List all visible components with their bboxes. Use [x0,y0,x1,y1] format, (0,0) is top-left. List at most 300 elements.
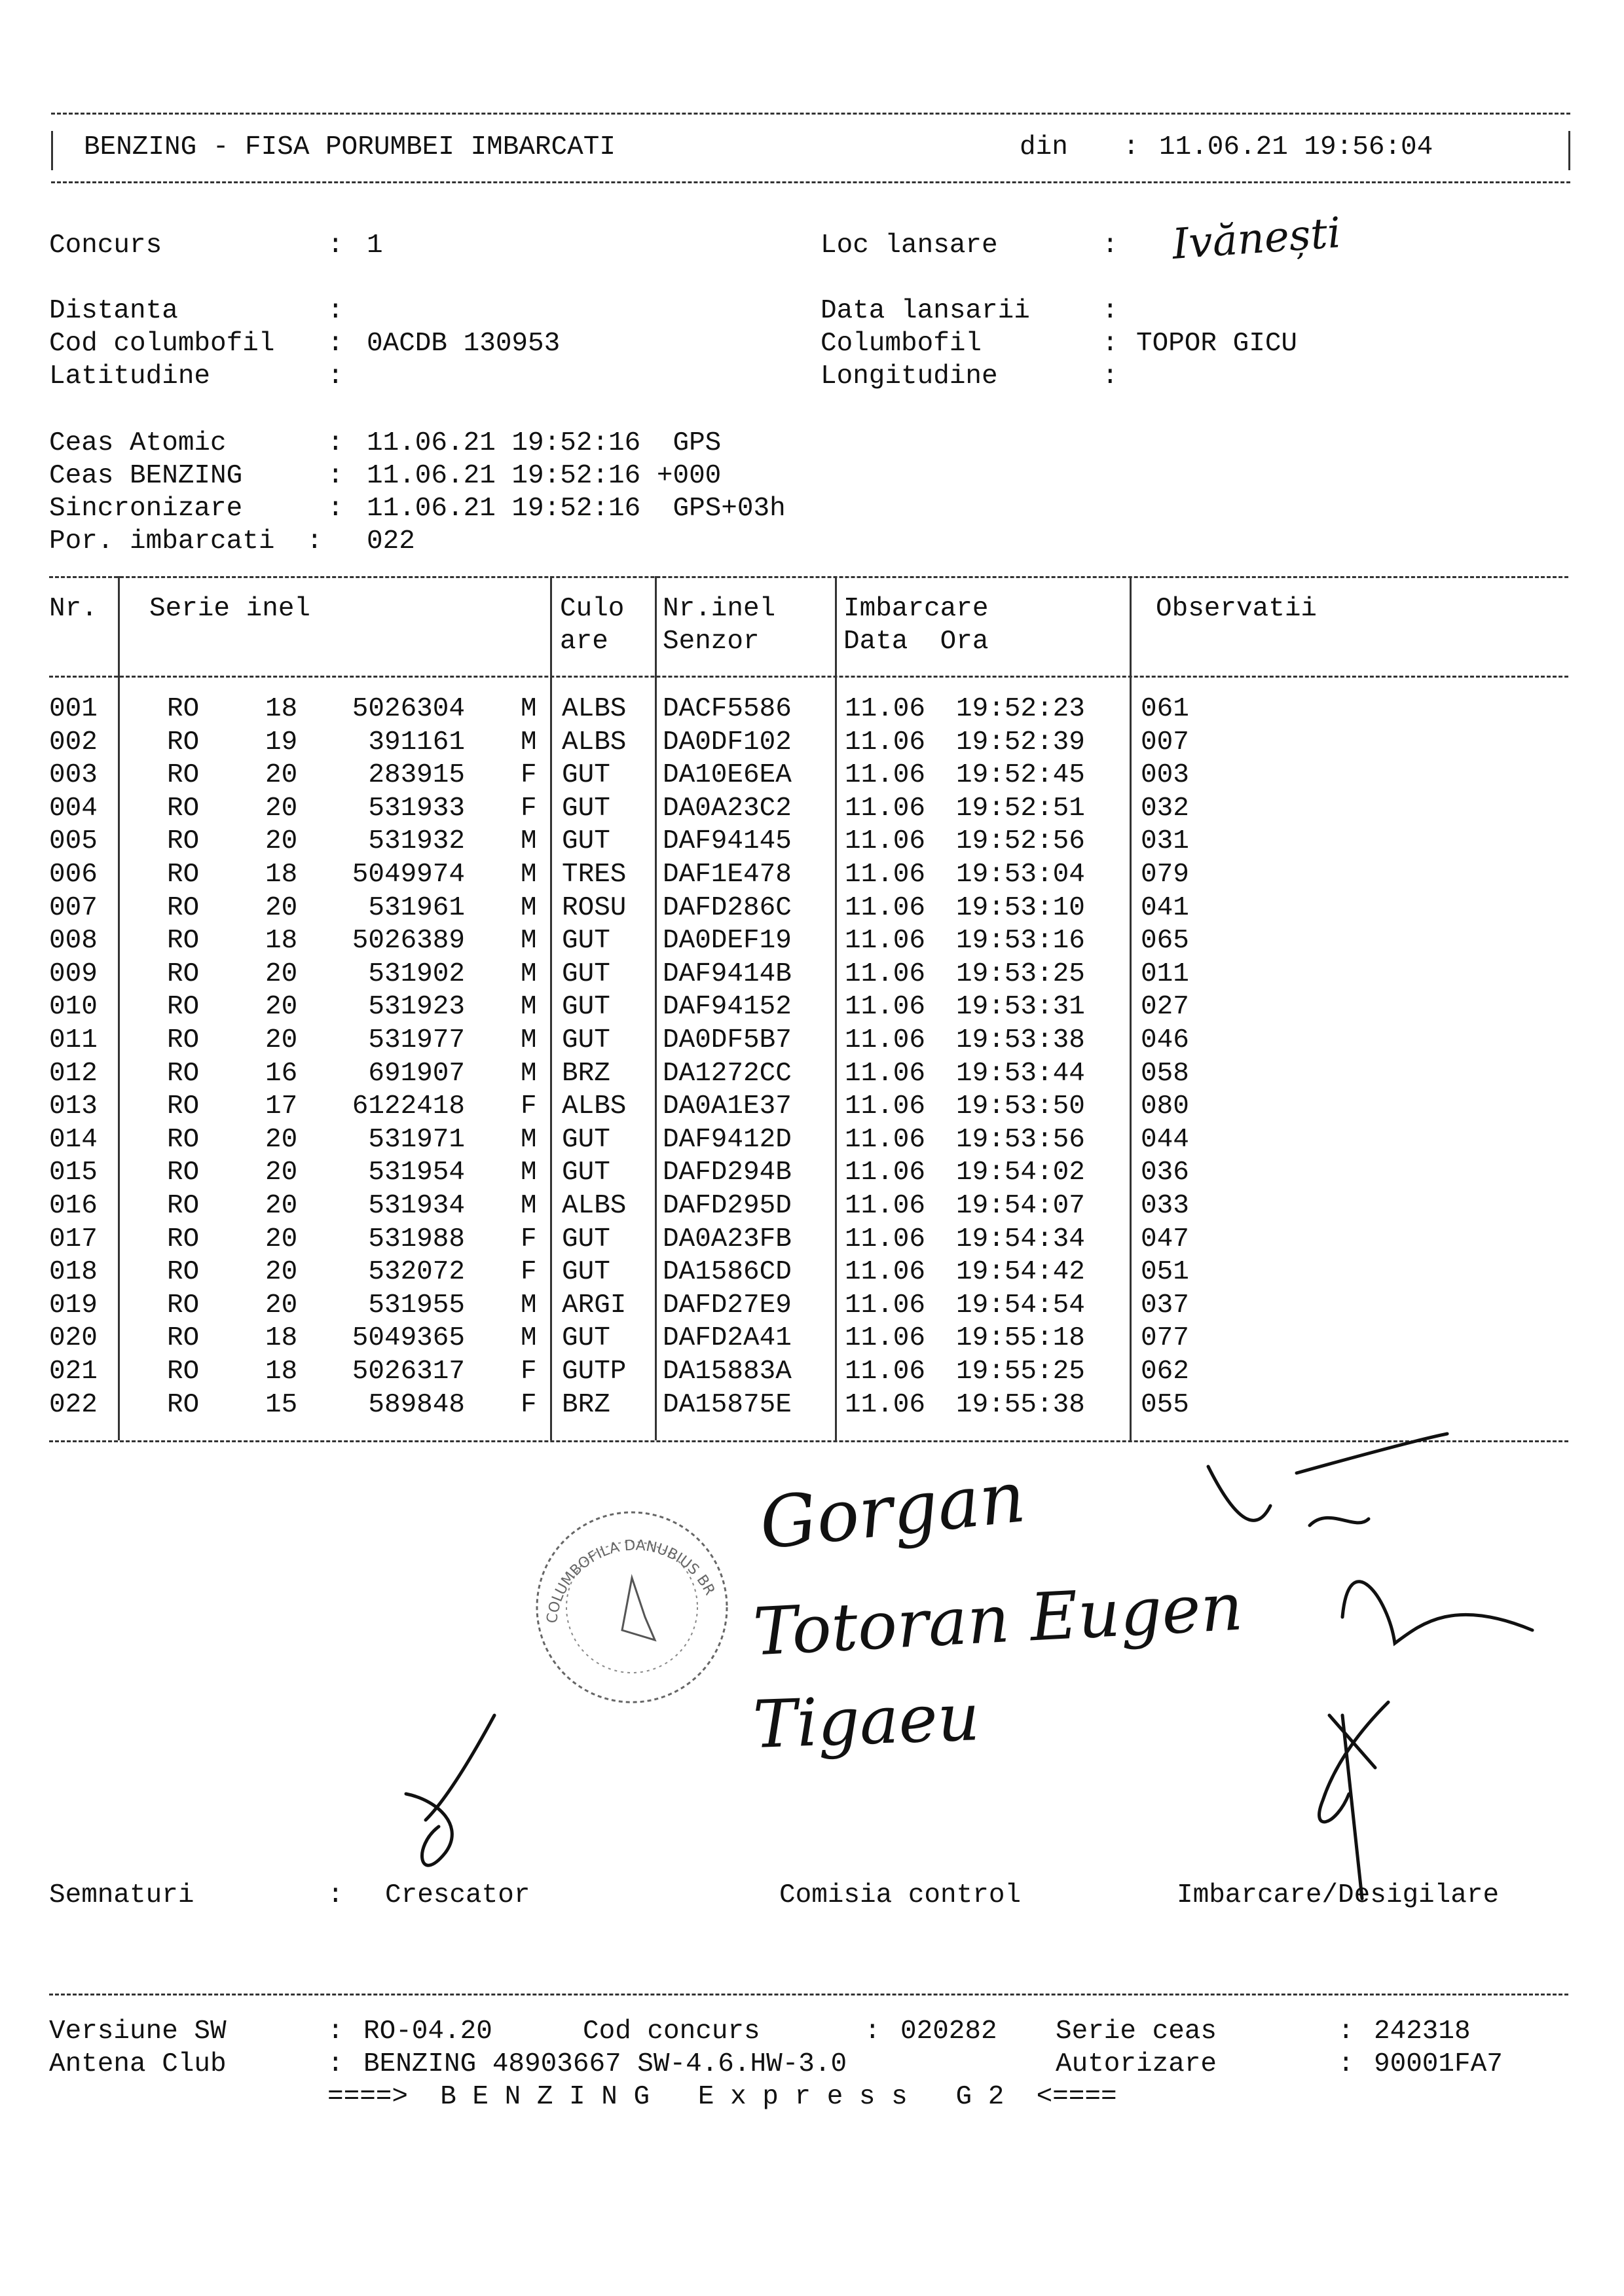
sincronizare-value: 11.06.21 19:52:16 GPS+03h [367,494,786,524]
cell-data: 11.06 [845,1357,926,1387]
cell-data: 11.06 [845,826,926,857]
signature-2: Totoran Eugen [751,1568,1245,1671]
cell-obs: 046 [1141,1025,1189,1055]
cell-senzor: DA0A23C2 [663,793,792,824]
cell-serie: 391161 [368,727,465,757]
cell-sex: F [521,1091,537,1122]
autorizare-label: Autorizare [1056,2049,1217,2079]
th-culoare-1: Culo [560,594,625,624]
scribble-stroke [1208,1467,1270,1520]
table-row [0,958,1624,991]
cell-senzor: DA0DF5B7 [663,1025,792,1055]
cell-sex: M [521,694,537,724]
cell-data: 11.06 [845,892,926,923]
cell-an: 17 [265,1091,298,1122]
cell-culoare: GUT [562,1257,610,1288]
cell-senzor: DAF94145 [663,826,792,857]
cell-nr: 016 [49,1191,98,1221]
cell-ora: 19:53:10 [956,892,1085,923]
cell-tara: RO [167,694,200,724]
cell-tara: RO [167,1025,200,1055]
cell-serie: 5026317 [352,1357,465,1387]
table-row [0,759,1624,792]
cell-culoare: ALBS [562,694,627,724]
cell-senzor: DA0A1E37 [663,1091,792,1122]
cell-ora: 19:53:38 [956,1025,1085,1055]
cell-culoare: ALBS [562,1091,627,1122]
cell-data: 11.06 [845,926,926,957]
cell-serie: 691907 [368,1058,465,1089]
cell-sex: M [521,860,537,890]
cell-obs: 031 [1141,826,1189,857]
loc-lansare-value: Ivănești [1170,209,1342,269]
cell-obs: 055 [1141,1389,1189,1420]
cell-data: 11.06 [845,694,926,724]
cell-ora: 19:52:23 [956,694,1085,724]
cell-senzor: DA15875E [663,1389,792,1420]
cell-senzor: DAF94152 [663,992,792,1023]
cell-serie: 5049365 [352,1323,465,1354]
cell-data: 11.06 [845,1058,926,1089]
cell-an: 20 [265,1157,298,1188]
cell-obs: 080 [1141,1091,1189,1122]
cell-sex: F [521,1389,537,1420]
cell-nr: 019 [49,1290,98,1321]
ceas-benzing-value: 11.06.21 19:52:16 +000 [367,461,722,491]
cell-nr: 002 [49,727,98,757]
cell-culoare: ALBS [562,1191,627,1221]
cell-sex: M [521,1290,537,1321]
cell-sex: F [521,793,537,824]
cell-senzor: DAFD294B [663,1157,792,1188]
table-row [0,1190,1624,1222]
cod-concurs-value: 020282 [900,2016,997,2047]
cell-ora: 19:53:25 [956,958,1085,989]
cell-sex: M [521,1191,537,1221]
cell-obs: 037 [1141,1290,1189,1321]
cell-data: 11.06 [845,860,926,890]
cell-senzor: DA1272CC [663,1058,792,1089]
th-nr-inel-2: Senzor [663,627,760,657]
cell-senzor: DA1586CD [663,1257,792,1288]
cell-nr: 022 [49,1389,98,1420]
table-row [0,1223,1624,1256]
cell-culoare: GUT [562,1025,610,1055]
th-nr: Nr. [49,594,98,624]
cell-ora: 19:52:39 [956,727,1085,757]
table-row [0,924,1624,957]
cell-sex: M [521,1323,537,1354]
page: BENZING - FISA PORUMBEI IMBARCATI din : 11.06.21 19:56:04 Concurs : 1 Loc lansare : Ivănești Distanta : Data lansarii : Cod columbofil : 0ACDB 130953 Columbofil : TOPOR GICU Latitudine : Longitudine : Ceas Atomic : 11.06.21 19:52:16 GPS Ceas BENZING : 11.06.21 19:52:16 +000 Sincronizare : 11.06.21 19:52:16 GPS+03h Por. imbarcati : 022 Nr. Serie inel Culo are Nr.inel Senzor Imbarcare Data Ora Observatii 001 RO 18 5026304 M ALBS DACF5586 11.06 19:52:23 061 002 RO 19 391161 M ALBS DA0DF102 11.06 19:52:39 007 003 RO 20 283915 F GUT DA10E6EA 11.06 19:52:45 003 004 RO 20 531933 F GUT DA0A23C2 11.06 19:52:51 032 005 RO 20 531932 M GUT DAF94145 11.06 19:52:56 031 006 RO 18 5049974 M TRES DAF1E478 11.06 19:53:04 079 007 RO 20 531961 M ROSU DAFD286C 11.06 19:53:10 041 008 RO 18 5026389 M GUT DA0DEF19 11.06 19:53:16 065 009 RO 20 531902 M GUT DAF9414B 11.06 19:53:25 011 010 RO 20 531923 M GUT DAF94152 11.06 19:53:31 027 011 RO 20 531977 M GUT DA0DF5B7 11.06 19:53:38 046 012 RO 16 691907 M BRZ DA1272CC 11.06 19:53:44 058 013 RO 17 6122418 F ALBS DA0A1E37 11.06 19:53:50 080 014 RO 20 531971 M GUT DAF9412D 11.06 19:53:56 044 015 RO 20 531954 M GUT DAFD294B 11.06 19:54:02 036 016 RO 20 531934 M ALBS DAFD295D 11.06 19:54:07 033 017 RO 20 531988 F GUT DA0A23FB 11.06 19:54:34 047 018 RO 20 532072 F GUT DA1586CD 11.06 19:54:42 051 019 RO 20 531955 M ARGI DAFD27E9 11.06 19:54:54 037 020 RO 18 5049365 M GUT DAFD2A41 11.06 19:55:18 077 021 RO 18 5026317 F GUTP DA15883A 11.06 19:55:25 062 022 RO 15 589848 F BRZ DA15875E 11.06 19:55:38 055 COLUMBOFILA DANUBIUS BR Gorgan Totoran Eugen Tigaeu Semnaturi : Crescator Comisia control Imbarcare/Desigilare Versiune SW : RO-04.20 Cod concurs : 020282 Serie ceas : 242318 Antena Club : BENZING 48903667 SW-4.6.HW-3.0 Autorizare : 90001FA7 ====> B E N Z I N G E x p r e s s G 2 <==== [0,0,1624,2296]
table-row [0,892,1624,924]
cell-an: 18 [265,1323,298,1354]
crescator-label: Crescator [385,1880,530,1910]
cell-ora: 19:54:54 [956,1290,1085,1321]
cell-tara: RO [167,760,200,791]
cell-tara: RO [167,793,200,824]
cell-culoare: GUT [562,1224,610,1254]
concurs-value: 1 [367,230,383,261]
cell-nr: 015 [49,1157,98,1188]
cell-data: 11.06 [845,992,926,1023]
cell-an: 20 [265,793,298,824]
cell-sex: M [521,1124,537,1155]
cell-culoare: GUT [562,793,610,824]
cell-tara: RO [167,1290,200,1321]
cell-obs: 062 [1141,1357,1189,1387]
cell-culoare: GUT [562,926,610,957]
cell-tara: RO [167,1058,200,1089]
cell-serie: 589848 [368,1389,465,1420]
cell-tara: RO [167,1124,200,1155]
cell-serie: 531934 [368,1191,465,1221]
cell-culoare: GUT [562,1157,610,1188]
cell-obs: 051 [1141,1257,1189,1288]
cell-serie: 531977 [368,1025,465,1055]
sincronizare-label: Sincronizare [49,494,243,524]
cell-obs: 044 [1141,1124,1189,1155]
cell-an: 20 [265,1290,298,1321]
cell-serie: 532072 [368,1257,465,1288]
cell-tara: RO [167,1323,200,1354]
cell-culoare: GUT [562,826,610,857]
cell-nr: 006 [49,860,98,890]
cell-an: 18 [265,1357,298,1387]
cell-an: 20 [265,1224,298,1254]
cell-obs: 007 [1141,727,1189,757]
table-row [0,1322,1624,1355]
cell-ora: 19:53:44 [956,1058,1085,1089]
cell-sex: M [521,992,537,1023]
cell-serie: 531902 [368,958,465,989]
cell-tara: RO [167,926,200,957]
cell-sex: M [521,892,537,923]
cell-serie: 531961 [368,892,465,923]
cell-nr: 008 [49,926,98,957]
cell-tara: RO [167,826,200,857]
cell-obs: 033 [1141,1191,1189,1221]
cell-ora: 19:52:45 [956,760,1085,791]
cell-obs: 036 [1141,1157,1189,1188]
ceas-benzing-label: Ceas BENZING [49,461,243,491]
cell-data: 11.06 [845,1224,926,1254]
cell-nr: 018 [49,1257,98,1288]
cell-serie: 531971 [368,1124,465,1155]
cell-ora: 19:53:31 [956,992,1085,1023]
scribble-stroke [406,1794,452,1865]
cell-nr: 003 [49,760,98,791]
table-row [0,792,1624,825]
cell-nr: 017 [49,1224,98,1254]
cell-culoare: GUT [562,992,610,1023]
cod-concurs-label: Cod concurs [583,2016,760,2047]
cell-nr: 007 [49,892,98,923]
cell-obs: 027 [1141,992,1189,1023]
table-row [0,825,1624,858]
cell-data: 11.06 [845,1323,926,1354]
cell-tara: RO [167,1357,200,1387]
cell-ora: 19:52:56 [956,826,1085,857]
header-title: BENZING - FISA PORUMBEI IMBARCATI [84,132,616,162]
cell-an: 15 [265,1389,298,1420]
cell-senzor: DAFD2A41 [663,1323,792,1354]
cell-ora: 19:53:16 [956,926,1085,957]
table-row [0,1355,1624,1388]
cell-an: 20 [265,1124,298,1155]
cell-senzor: DA0DF102 [663,727,792,757]
cell-tara: RO [167,1191,200,1221]
scribble-stroke [1297,1434,1447,1473]
cell-sex: M [521,826,537,857]
cell-an: 20 [265,1191,298,1221]
cell-nr: 001 [49,694,98,724]
cell-sex: M [521,1157,537,1188]
cell-an: 20 [265,760,298,791]
cell-nr: 010 [49,992,98,1023]
versiune-sw-value: RO-04.20 [363,2016,492,2047]
ceas-atomic-label: Ceas Atomic [49,428,227,458]
table-row [0,1389,1624,1421]
cell-data: 11.06 [845,793,926,824]
cell-obs: 003 [1141,760,1189,791]
latitudine-label: Latitudine [49,361,211,392]
por-imbarcati-label: Por. imbarcati [49,526,275,556]
cell-serie: 531988 [368,1224,465,1254]
cell-data: 11.06 [845,1157,926,1188]
cell-culoare: TRES [562,860,627,890]
cell-serie: 531955 [368,1290,465,1321]
header-right-border [1568,131,1570,170]
cell-tara: RO [167,892,200,923]
cell-nr: 020 [49,1323,98,1354]
cell-an: 20 [265,1257,298,1288]
cell-obs: 058 [1141,1058,1189,1089]
header-datetime: 11.06.21 19:56:04 [1159,132,1433,162]
cell-tara: RO [167,992,200,1023]
antena-club-value: BENZING 48903667 SW-4.6.HW-3.0 [363,2049,847,2079]
cell-culoare: ROSU [562,892,627,923]
cell-tara: RO [167,1257,200,1288]
th-observatii: Observatii [1156,594,1318,624]
cell-tara: RO [167,958,200,989]
footer-separator [49,1994,1568,1995]
cell-tara: RO [167,1224,200,1254]
cell-data: 11.06 [845,1191,926,1221]
table-row [0,991,1624,1023]
imbarcare-desigilare-label: Imbarcare/Desigilare [1177,1880,1500,1910]
cell-sex: F [521,1224,537,1254]
table-row [0,1057,1624,1090]
cell-obs: 077 [1141,1323,1189,1354]
cell-an: 18 [265,926,298,957]
table-row [0,726,1624,759]
cell-ora: 19:54:07 [956,1191,1085,1221]
versiune-sw-label: Versiune SW [49,2016,227,2047]
cell-serie: 6122418 [352,1091,465,1122]
cell-senzor: DA0DEF19 [663,926,792,957]
cell-data: 11.06 [845,1124,926,1155]
table-row [0,1256,1624,1288]
columbofil-label: Columbofil [821,329,982,359]
cell-ora: 19:55:18 [956,1323,1085,1354]
serie-ceas-value: 242318 [1374,2016,1471,2047]
cell-sex: M [521,958,537,989]
cell-ora: 19:54:34 [956,1224,1085,1254]
cell-culoare: GUT [562,958,610,989]
th-imbarcare-2: Data Ora [843,627,989,657]
cell-culoare: GUT [562,760,610,791]
cell-culoare: GUT [562,1323,610,1354]
cell-data: 11.06 [845,760,926,791]
cell-data: 11.06 [845,1389,926,1420]
cell-senzor: DAF1E478 [663,860,792,890]
cell-senzor: DA0A23FB [663,1224,792,1254]
semnaturi-label: Semnaturi [49,1880,194,1910]
ceas-atomic-value: 11.06.21 19:52:16 GPS [367,428,722,458]
cell-ora: 19:52:51 [956,793,1085,824]
cell-obs: 032 [1141,793,1189,824]
cell-culoare: GUT [562,1124,610,1155]
cell-an: 19 [265,727,298,757]
table-row [0,1090,1624,1123]
benzing-banner: ====> B E N Z I N G E x p r e s s G 2 <==== [327,2082,1117,2112]
por-imbarcati-value: 022 [367,526,415,556]
table-row [0,1123,1624,1156]
cell-sex: F [521,1257,537,1288]
cell-sex: M [521,1025,537,1055]
table-row [0,1289,1624,1322]
cell-culoare: ARGI [562,1290,627,1321]
header-top-border [51,113,1570,115]
cell-senzor: DA15883A [663,1357,792,1387]
cell-sex: M [521,1058,537,1089]
scribble-stroke [1342,1582,1532,1643]
cell-nr: 013 [49,1091,98,1122]
cell-an: 20 [265,826,298,857]
cell-serie: 5049974 [352,860,465,890]
cell-culoare: BRZ [562,1389,610,1420]
header-bottom-border [51,181,1570,183]
table-header-border [49,676,1568,678]
cell-nr: 004 [49,793,98,824]
comisia-label: Comisia control [779,1880,1022,1910]
cell-an: 20 [265,892,298,923]
table-row [0,1024,1624,1057]
cell-culoare: BRZ [562,1058,610,1089]
th-imbarcare-1: Imbarcare [843,594,989,624]
cell-senzor: DAFD286C [663,892,792,923]
cell-senzor: DACF5586 [663,694,792,724]
cell-sex: F [521,760,537,791]
cell-senzor: DAFD295D [663,1191,792,1221]
cell-nr: 012 [49,1058,98,1089]
cell-ora: 19:55:38 [956,1389,1085,1420]
cell-an: 16 [265,1058,298,1089]
cell-serie: 5026389 [352,926,465,957]
cell-serie: 5026304 [352,694,465,724]
data-lansarii-label: Data lansarii [821,296,1030,326]
cell-obs: 061 [1141,694,1189,724]
serie-ceas-label: Serie ceas [1056,2016,1217,2047]
cell-senzor: DAF9412D [663,1124,792,1155]
cell-obs: 011 [1141,958,1189,989]
table-row [0,693,1624,725]
cell-nr: 011 [49,1025,98,1055]
cell-nr: 014 [49,1124,98,1155]
cell-ora: 19:54:02 [956,1157,1085,1188]
scribble-stroke [1310,1518,1369,1525]
th-culoare-2: are [560,627,608,657]
cell-ora: 19:55:25 [956,1357,1085,1387]
cell-culoare: ALBS [562,727,627,757]
columbofil-value: TOPOR GICU [1136,329,1298,359]
cod-columbofil-value: 0ACDB 130953 [367,329,561,359]
table-row [0,1156,1624,1189]
table-row [0,858,1624,891]
cell-data: 11.06 [845,727,926,757]
cell-obs: 047 [1141,1224,1189,1254]
stamp-text: COLUMBOFILA DANUBIUS BR [544,1537,718,1624]
cell-an: 18 [265,694,298,724]
signature-1: Gorgan [756,1456,1029,1565]
loc-lansare-label: Loc lansare [821,230,998,261]
cell-tara: RO [167,860,200,890]
cod-columbofil-label: Cod columbofil [49,329,275,359]
cell-sex: M [521,727,537,757]
cell-an: 18 [265,860,298,890]
cell-an: 20 [265,992,298,1023]
cell-senzor: DAF9414B [663,958,792,989]
table-top-border [49,576,1568,578]
cell-tara: RO [167,727,200,757]
cell-ora: 19:53:56 [956,1124,1085,1155]
cell-data: 11.06 [845,1257,926,1288]
autorizare-value: 90001FA7 [1374,2049,1503,2079]
cell-serie: 531923 [368,992,465,1023]
antena-club-label: Antena Club [49,2049,227,2079]
cell-an: 20 [265,1025,298,1055]
cell-nr: 005 [49,826,98,857]
cell-tara: RO [167,1091,200,1122]
signature-strokes [367,1427,1545,1925]
cell-obs: 065 [1141,926,1189,957]
th-serie-inel: Serie inel [149,594,311,624]
scribble-stroke [1320,1702,1388,1822]
header-din-label: din [1020,132,1068,162]
cell-ora: 19:53:50 [956,1091,1085,1122]
concurs-label: Concurs [49,230,162,261]
cell-data: 11.06 [845,958,926,989]
signature-3: Tigaeu [752,1678,981,1764]
th-nr-inel-1: Nr.inel [663,594,776,624]
cell-serie: 531954 [368,1157,465,1188]
cell-serie: 531933 [368,793,465,824]
cell-sex: M [521,926,537,957]
cell-ora: 19:54:42 [956,1257,1085,1288]
cell-ora: 19:53:04 [956,860,1085,890]
cell-obs: 079 [1141,860,1189,890]
cell-data: 11.06 [845,1091,926,1122]
cell-sex: F [521,1357,537,1387]
cell-serie: 283915 [368,760,465,791]
cell-senzor: DA10E6EA [663,760,792,791]
longitudine-label: Longitudine [821,361,998,392]
cell-obs: 041 [1141,892,1189,923]
scribble-stroke [426,1715,494,1820]
distanta-label: Distanta [49,296,178,326]
cell-serie: 531932 [368,826,465,857]
cell-an: 20 [265,958,298,989]
